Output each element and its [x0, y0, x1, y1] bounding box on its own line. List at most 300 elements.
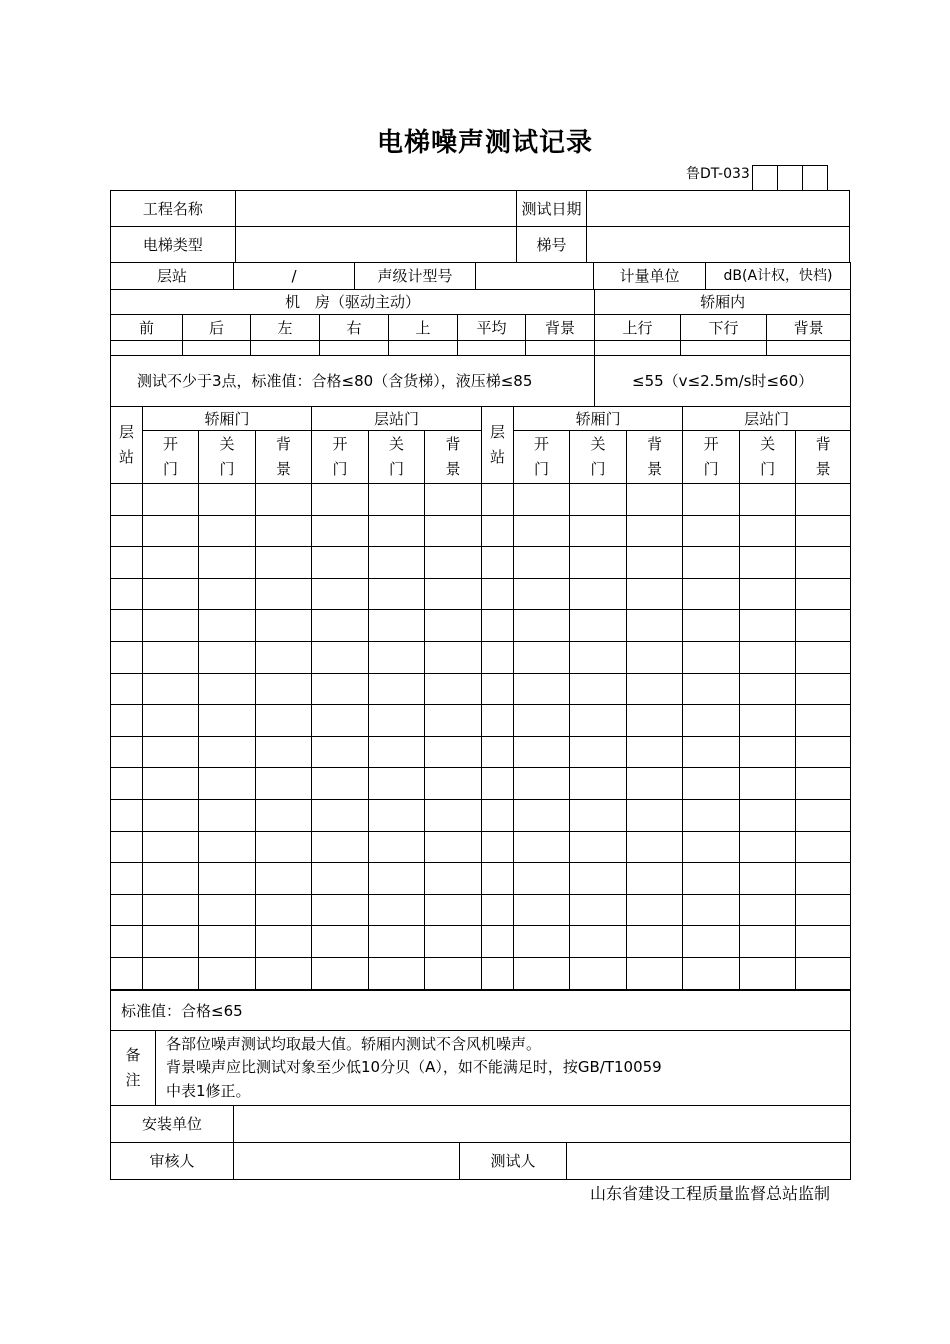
- value-cell[interactable]: [570, 515, 627, 547]
- value-cell[interactable]: [683, 673, 740, 705]
- value-cell[interactable]: [312, 863, 369, 895]
- car-value-up[interactable]: [595, 341, 681, 356]
- door-subheader: 关 门: [369, 431, 425, 484]
- elevator-no-field[interactable]: [587, 227, 850, 263]
- reviewer-label: 审核人: [111, 1143, 234, 1180]
- value-cell[interactable]: [312, 957, 369, 989]
- value-cell[interactable]: [312, 641, 369, 673]
- value-cell[interactable]: [199, 831, 256, 863]
- value-cell[interactable]: [740, 547, 796, 579]
- value-cell[interactable]: [627, 705, 683, 737]
- value-cell[interactable]: [514, 799, 570, 831]
- value-cell[interactable]: [143, 768, 199, 800]
- value-cell[interactable]: [740, 799, 796, 831]
- value-cell[interactable]: [199, 515, 256, 547]
- value-cell[interactable]: [570, 957, 627, 989]
- value-cell[interactable]: [425, 863, 482, 895]
- value-cell[interactable]: [312, 547, 369, 579]
- value-cell[interactable]: [796, 863, 851, 895]
- door-subheader: 背 景: [256, 431, 312, 484]
- floor-cell[interactable]: [482, 926, 514, 958]
- value-cell[interactable]: [683, 547, 740, 579]
- value-cell[interactable]: [369, 863, 425, 895]
- mr-value-background[interactable]: [526, 341, 595, 356]
- value-cell[interactable]: [683, 957, 740, 989]
- car-col-down: 下行: [681, 315, 767, 341]
- value-cell[interactable]: [740, 673, 796, 705]
- door-subheader: 开 门: [683, 431, 740, 484]
- floor-cell[interactable]: [482, 894, 514, 926]
- value-cell[interactable]: [312, 736, 369, 768]
- install-unit-label: 安装单位: [111, 1106, 234, 1143]
- test-date-field[interactable]: [587, 191, 850, 227]
- machine-room-title: 机 房（驱动主动）: [111, 290, 595, 315]
- value-cell[interactable]: [740, 484, 796, 516]
- value-cell[interactable]: [740, 957, 796, 989]
- value-cell[interactable]: [312, 705, 369, 737]
- project-name-label: 工程名称: [111, 191, 236, 227]
- floor-cell[interactable]: [111, 736, 143, 768]
- floor-cell[interactable]: [111, 863, 143, 895]
- floor-cell[interactable]: [111, 484, 143, 516]
- code-box-3[interactable]: [802, 165, 828, 190]
- value-cell[interactable]: [199, 736, 256, 768]
- value-cell[interactable]: [514, 831, 570, 863]
- floor-cell[interactable]: [482, 610, 514, 642]
- value-cell[interactable]: [143, 673, 199, 705]
- remarks-content: [156, 1031, 851, 1106]
- value-cell[interactable]: [627, 736, 683, 768]
- value-cell[interactable]: [425, 484, 482, 516]
- value-cell[interactable]: [369, 578, 425, 610]
- value-cell[interactable]: [312, 894, 369, 926]
- car-inside-title: 轿厢内: [595, 290, 851, 315]
- value-cell[interactable]: [256, 610, 312, 642]
- value-cell[interactable]: [514, 484, 570, 516]
- value-cell[interactable]: [199, 894, 256, 926]
- value-cell[interactable]: [683, 799, 740, 831]
- machine-room-standard: 测试不少于3点，标准值：合格≤80（含货梯），液压梯≤85: [111, 356, 595, 407]
- value-cell[interactable]: [256, 484, 312, 516]
- value-cell[interactable]: [199, 484, 256, 516]
- unit-label: 计量单位: [594, 263, 706, 290]
- floor-station-field[interactable]: /: [234, 263, 355, 290]
- value-cell[interactable]: [796, 705, 851, 737]
- value-cell[interactable]: [256, 515, 312, 547]
- value-cell[interactable]: [425, 799, 482, 831]
- value-cell[interactable]: [199, 547, 256, 579]
- value-cell[interactable]: [369, 831, 425, 863]
- tester-field[interactable]: [567, 1143, 851, 1180]
- unit-value: dB(A计权，快档): [706, 263, 851, 290]
- floor-cell[interactable]: [111, 641, 143, 673]
- value-cell[interactable]: [256, 547, 312, 579]
- value-cell[interactable]: [369, 926, 425, 958]
- value-cell[interactable]: [143, 547, 199, 579]
- value-cell[interactable]: [425, 641, 482, 673]
- table-row: [111, 484, 851, 516]
- elevator-type-label: 电梯类型: [111, 227, 236, 263]
- value-cell[interactable]: [796, 736, 851, 768]
- value-cell[interactable]: [199, 705, 256, 737]
- meter-row-table: [110, 262, 851, 290]
- value-cell[interactable]: [143, 831, 199, 863]
- remark-line-3: 中表1修正。: [166, 1081, 251, 1100]
- table-row: [111, 641, 851, 673]
- mr-value-average[interactable]: [458, 341, 526, 356]
- landing-door-header-left: 层站门: [312, 407, 482, 431]
- upper-table: [110, 190, 850, 263]
- value-cell[interactable]: [570, 863, 627, 895]
- value-cell[interactable]: [796, 926, 851, 958]
- value-cell[interactable]: [514, 641, 570, 673]
- value-cell[interactable]: [570, 641, 627, 673]
- value-cell[interactable]: [256, 768, 312, 800]
- table-row: [111, 547, 851, 579]
- value-cell[interactable]: [740, 768, 796, 800]
- value-cell[interactable]: [143, 863, 199, 895]
- door-subheader: 关 门: [199, 431, 256, 484]
- value-cell[interactable]: [369, 610, 425, 642]
- value-cell[interactable]: [199, 957, 256, 989]
- value-cell[interactable]: [312, 831, 369, 863]
- floor-cell[interactable]: [482, 831, 514, 863]
- door-subheader: 开 门: [143, 431, 199, 484]
- floor-cell[interactable]: [111, 673, 143, 705]
- value-cell[interactable]: [199, 610, 256, 642]
- value-cell[interactable]: [425, 705, 482, 737]
- value-cell[interactable]: [740, 578, 796, 610]
- mr-value-top[interactable]: [389, 341, 458, 356]
- value-cell[interactable]: [570, 926, 627, 958]
- value-cell[interactable]: [199, 799, 256, 831]
- value-cell[interactable]: [256, 957, 312, 989]
- value-cell[interactable]: [312, 610, 369, 642]
- value-cell[interactable]: [514, 863, 570, 895]
- value-cell[interactable]: [369, 705, 425, 737]
- value-cell[interactable]: [425, 831, 482, 863]
- floor-cell[interactable]: [111, 547, 143, 579]
- sound-meter-field[interactable]: [476, 263, 594, 290]
- value-cell[interactable]: [369, 768, 425, 800]
- floor-cell[interactable]: [482, 641, 514, 673]
- value-cell[interactable]: [369, 484, 425, 516]
- value-cell[interactable]: [683, 484, 740, 516]
- table-row: [111, 831, 851, 863]
- value-cell[interactable]: [425, 515, 482, 547]
- value-cell[interactable]: [425, 736, 482, 768]
- table-row: [111, 673, 851, 705]
- value-cell[interactable]: [199, 578, 256, 610]
- value-cell[interactable]: [425, 673, 482, 705]
- value-cell[interactable]: [312, 926, 369, 958]
- value-cell[interactable]: [256, 863, 312, 895]
- value-cell[interactable]: [683, 641, 740, 673]
- mr-value-front[interactable]: [111, 341, 183, 356]
- value-cell[interactable]: [369, 673, 425, 705]
- floor-cell[interactable]: [111, 894, 143, 926]
- value-cell[interactable]: [740, 610, 796, 642]
- value-cell[interactable]: [425, 547, 482, 579]
- mr-col-background: 背景: [526, 315, 595, 341]
- remark-line-1: 各部位噪声测试均取最大值。轿厢内测试不含风机噪声。: [166, 1035, 542, 1054]
- mr-value-left[interactable]: [251, 341, 320, 356]
- value-cell[interactable]: [740, 515, 796, 547]
- sound-meter-label: 声级计型号: [355, 263, 476, 290]
- value-cell[interactable]: [514, 957, 570, 989]
- value-cell[interactable]: [369, 957, 425, 989]
- floor-cell[interactable]: [111, 768, 143, 800]
- car-col-background: 背景: [767, 315, 851, 341]
- value-cell[interactable]: [143, 515, 199, 547]
- floor-cell[interactable]: [482, 578, 514, 610]
- value-cell[interactable]: [627, 610, 683, 642]
- value-cell[interactable]: [514, 610, 570, 642]
- floor-cell[interactable]: [482, 673, 514, 705]
- value-cell[interactable]: [796, 547, 851, 579]
- value-cell[interactable]: [796, 515, 851, 547]
- remark-line-2: 背景噪声应比测试对象至少低10分贝（A），如不能满足时，按GB/T10059: [166, 1058, 662, 1077]
- value-cell[interactable]: [627, 957, 683, 989]
- value-cell[interactable]: [143, 484, 199, 516]
- value-cell[interactable]: [199, 641, 256, 673]
- value-cell[interactable]: [683, 515, 740, 547]
- value-cell[interactable]: [796, 957, 851, 989]
- value-cell[interactable]: [740, 831, 796, 863]
- value-cell[interactable]: [796, 831, 851, 863]
- value-cell[interactable]: [514, 705, 570, 737]
- value-cell[interactable]: [312, 799, 369, 831]
- value-cell[interactable]: [514, 578, 570, 610]
- value-cell[interactable]: [740, 863, 796, 895]
- car-door-header-right: 轿厢门: [514, 407, 683, 431]
- value-cell[interactable]: [369, 894, 425, 926]
- door-subheader: 关 门: [570, 431, 627, 484]
- value-cell[interactable]: [683, 863, 740, 895]
- value-cell[interactable]: [514, 736, 570, 768]
- value-cell[interactable]: [256, 578, 312, 610]
- value-cell[interactable]: [683, 736, 740, 768]
- value-cell[interactable]: [627, 863, 683, 895]
- value-cell[interactable]: [369, 736, 425, 768]
- value-cell[interactable]: [683, 768, 740, 800]
- value-cell[interactable]: [683, 894, 740, 926]
- value-cell[interactable]: [143, 957, 199, 989]
- value-cell[interactable]: [570, 894, 627, 926]
- mr-value-back[interactable]: [183, 341, 251, 356]
- value-cell[interactable]: [256, 673, 312, 705]
- mr-col-front: 前: [111, 315, 183, 341]
- door-subheader: 关 门: [740, 431, 796, 484]
- value-cell[interactable]: [143, 926, 199, 958]
- value-cell[interactable]: [627, 641, 683, 673]
- code-box-1[interactable]: [752, 165, 778, 190]
- value-cell[interactable]: [143, 610, 199, 642]
- floor-cell[interactable]: [482, 768, 514, 800]
- value-cell[interactable]: [683, 705, 740, 737]
- elevator-no-label: 梯号: [516, 227, 587, 263]
- reviewer-field[interactable]: [234, 1143, 460, 1180]
- value-cell[interactable]: [143, 705, 199, 737]
- value-cell[interactable]: [627, 673, 683, 705]
- value-cell[interactable]: [570, 768, 627, 800]
- value-cell[interactable]: [570, 578, 627, 610]
- value-cell[interactable]: [627, 578, 683, 610]
- value-cell[interactable]: [312, 578, 369, 610]
- value-cell[interactable]: [312, 484, 369, 516]
- project-name-field[interactable]: [235, 191, 516, 227]
- value-cell[interactable]: [740, 894, 796, 926]
- floor-cell[interactable]: [482, 736, 514, 768]
- floor-cell[interactable]: [482, 799, 514, 831]
- value-cell[interactable]: [627, 515, 683, 547]
- table-row: [111, 610, 851, 642]
- value-cell[interactable]: [796, 894, 851, 926]
- floor-cell[interactable]: [482, 547, 514, 579]
- floor-cell[interactable]: [111, 831, 143, 863]
- value-cell[interactable]: [256, 894, 312, 926]
- value-cell[interactable]: [796, 768, 851, 800]
- floor-cell[interactable]: [111, 515, 143, 547]
- value-cell[interactable]: [256, 799, 312, 831]
- door-subheader: 背 景: [796, 431, 851, 484]
- value-cell[interactable]: [425, 894, 482, 926]
- value-cell[interactable]: [683, 831, 740, 863]
- table-row: [111, 578, 851, 610]
- value-cell[interactable]: [199, 673, 256, 705]
- value-cell[interactable]: [312, 673, 369, 705]
- floor-cell[interactable]: [111, 610, 143, 642]
- value-cell[interactable]: [683, 610, 740, 642]
- value-cell[interactable]: [256, 736, 312, 768]
- value-cell[interactable]: [369, 799, 425, 831]
- value-cell[interactable]: [369, 547, 425, 579]
- value-cell[interactable]: [514, 768, 570, 800]
- floor-cell[interactable]: [482, 515, 514, 547]
- table-row: [111, 957, 851, 989]
- value-cell[interactable]: [570, 484, 627, 516]
- value-cell[interactable]: [570, 547, 627, 579]
- value-cell[interactable]: [143, 578, 199, 610]
- value-cell[interactable]: [627, 799, 683, 831]
- floor-cell[interactable]: [482, 863, 514, 895]
- value-cell[interactable]: [256, 641, 312, 673]
- value-cell[interactable]: [740, 926, 796, 958]
- table-row: [111, 736, 851, 768]
- value-cell[interactable]: [199, 768, 256, 800]
- value-cell[interactable]: [199, 863, 256, 895]
- value-cell[interactable]: [425, 926, 482, 958]
- value-cell[interactable]: [796, 673, 851, 705]
- value-cell[interactable]: [369, 515, 425, 547]
- table-row: [111, 926, 851, 958]
- footer-supervisor: 山东省建设工程质量监督总站监制: [590, 1184, 831, 1203]
- value-cell[interactable]: [796, 484, 851, 516]
- value-cell[interactable]: [740, 705, 796, 737]
- value-cell[interactable]: [143, 894, 199, 926]
- value-cell[interactable]: [570, 799, 627, 831]
- value-cell[interactable]: [312, 768, 369, 800]
- floor-cell[interactable]: [111, 705, 143, 737]
- value-cell[interactable]: [570, 705, 627, 737]
- code-box-2[interactable]: [777, 165, 803, 190]
- test-date-label: 测试日期: [516, 191, 587, 227]
- mr-value-right[interactable]: [320, 341, 389, 356]
- car-inside-standard: ≤55（v≤2.5m/s时≤60）: [595, 356, 851, 407]
- value-cell[interactable]: [570, 610, 627, 642]
- remarks-label: 备 注: [111, 1031, 156, 1106]
- value-cell[interactable]: [570, 831, 627, 863]
- tester-label: 测试人: [460, 1143, 567, 1180]
- value-cell[interactable]: [256, 926, 312, 958]
- table-row: [111, 863, 851, 895]
- value-cell[interactable]: [796, 799, 851, 831]
- value-cell[interactable]: [627, 768, 683, 800]
- value-cell[interactable]: [514, 926, 570, 958]
- floor-cell[interactable]: [482, 484, 514, 516]
- value-cell[interactable]: [425, 578, 482, 610]
- value-cell[interactable]: [143, 641, 199, 673]
- value-cell[interactable]: [683, 926, 740, 958]
- value-cell[interactable]: [796, 610, 851, 642]
- value-cell[interactable]: [627, 547, 683, 579]
- value-cell[interactable]: [627, 926, 683, 958]
- value-cell[interactable]: [627, 831, 683, 863]
- floor-cell[interactable]: [111, 957, 143, 989]
- floor-cell[interactable]: [482, 705, 514, 737]
- mr-col-left: 左: [251, 315, 320, 341]
- value-cell[interactable]: [425, 610, 482, 642]
- value-cell[interactable]: [514, 894, 570, 926]
- value-cell[interactable]: [425, 957, 482, 989]
- car-value-down[interactable]: [681, 341, 767, 356]
- value-cell[interactable]: [570, 736, 627, 768]
- mr-col-right: 右: [320, 315, 389, 341]
- value-cell[interactable]: [143, 799, 199, 831]
- form-code: 鲁DT-033: [686, 166, 750, 182]
- value-cell[interactable]: [199, 926, 256, 958]
- value-cell[interactable]: [514, 673, 570, 705]
- table-row: [111, 515, 851, 547]
- floor-label-left: 层 站: [111, 407, 143, 484]
- value-cell[interactable]: [256, 831, 312, 863]
- value-cell[interactable]: [740, 736, 796, 768]
- floor-cell[interactable]: [111, 926, 143, 958]
- value-cell[interactable]: [796, 578, 851, 610]
- install-unit-field[interactable]: [234, 1106, 851, 1143]
- value-cell[interactable]: [514, 515, 570, 547]
- value-cell[interactable]: [740, 641, 796, 673]
- floor-cell[interactable]: [482, 957, 514, 989]
- car-value-background[interactable]: [767, 341, 851, 356]
- value-cell[interactable]: [312, 515, 369, 547]
- value-cell[interactable]: [514, 547, 570, 579]
- value-cell[interactable]: [627, 894, 683, 926]
- elevator-type-field[interactable]: [235, 227, 516, 263]
- value-cell[interactable]: [425, 768, 482, 800]
- value-cell[interactable]: [683, 578, 740, 610]
- floor-cell[interactable]: [111, 799, 143, 831]
- floor-cell[interactable]: [111, 578, 143, 610]
- value-cell[interactable]: [369, 641, 425, 673]
- value-cell[interactable]: [796, 641, 851, 673]
- value-cell[interactable]: [570, 673, 627, 705]
- value-cell[interactable]: [627, 484, 683, 516]
- door-subheader: 开 门: [312, 431, 369, 484]
- value-cell[interactable]: [143, 736, 199, 768]
- value-cell[interactable]: [256, 705, 312, 737]
- mr-col-back: 后: [183, 315, 251, 341]
